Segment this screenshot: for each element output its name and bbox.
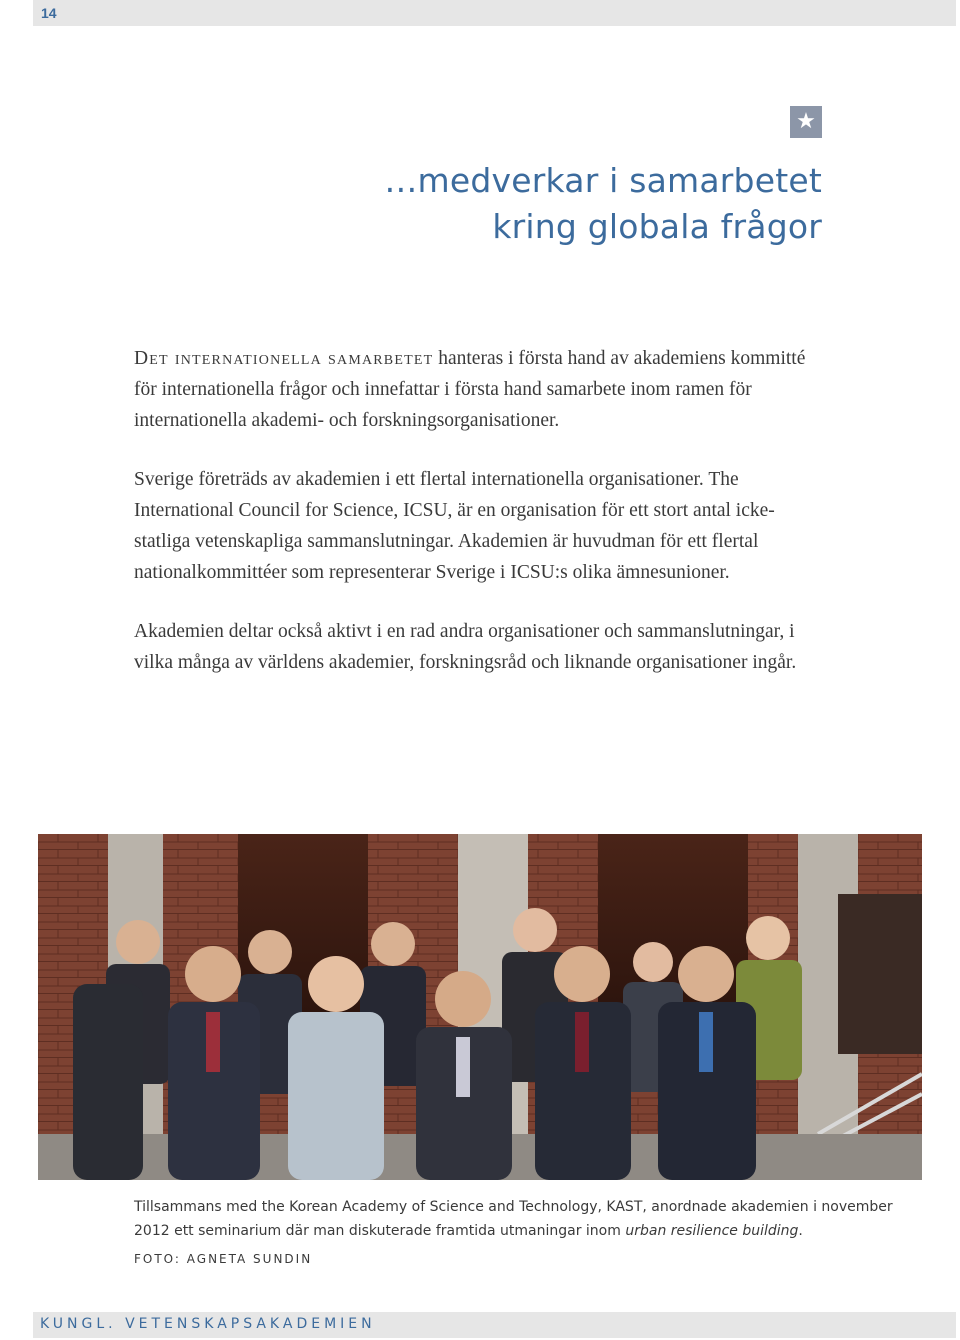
title-line-2: kring globala frågor xyxy=(492,207,822,246)
paragraph-3: Akademien deltar också aktivt i en rad andra organisationer och sammanslutningar, i vilka många av världens akademier, forskningsråd och liknande organisationer ingår. xyxy=(134,621,797,673)
photo-caption xyxy=(134,1195,894,1243)
top-bar xyxy=(33,0,956,26)
lead-in: Det internationella samarbetet xyxy=(134,348,434,369)
paragraph-1 xyxy=(134,343,824,436)
footer-bar xyxy=(33,1312,956,1338)
group-photo-illustration xyxy=(38,834,922,1180)
caption-text xyxy=(134,1195,894,1243)
caption-text-main: Tillsammans med the Korean Academy of Science and Technology, KAST, anordnade akademien i november 2012 ett seminarium där man diskuterade framtida utmaningar inom xyxy=(134,1199,893,1239)
caption-text-end: . xyxy=(798,1223,803,1239)
caption-italic: urban resilience building xyxy=(625,1223,799,1239)
body-text xyxy=(134,343,824,706)
star-icon: ★ xyxy=(790,106,822,138)
photo-credit: FOTO: AGNETA SUNDIN xyxy=(134,1252,313,1266)
title-line-1: …medverkar i samarbetet xyxy=(384,161,822,200)
group-photo xyxy=(38,834,922,1180)
publisher-name: KUNGL. VETENSKAPSAKADEMIEN xyxy=(40,1316,376,1332)
page-number: 14 xyxy=(41,5,57,21)
paragraph-1-text: hanteras i första hand av akademiens kommitté för internationella frågor och innefattar i första hand samarbete inom ramen för internationella akademi- och forskningsorganisationer. xyxy=(134,348,806,431)
paragraph-2: Sverige företräds av akademien i ett flertal internationella organisationer. The International Council for Science, ICSU, är en organisation för ett stort antal icke-statliga vetenskapliga sammanslutningar. Akademien är huvudman för ett flertal nationalkommittéer som representerar Sverige i ICSU:s olika ämnesunioner. xyxy=(134,469,775,583)
page-title xyxy=(384,158,822,250)
